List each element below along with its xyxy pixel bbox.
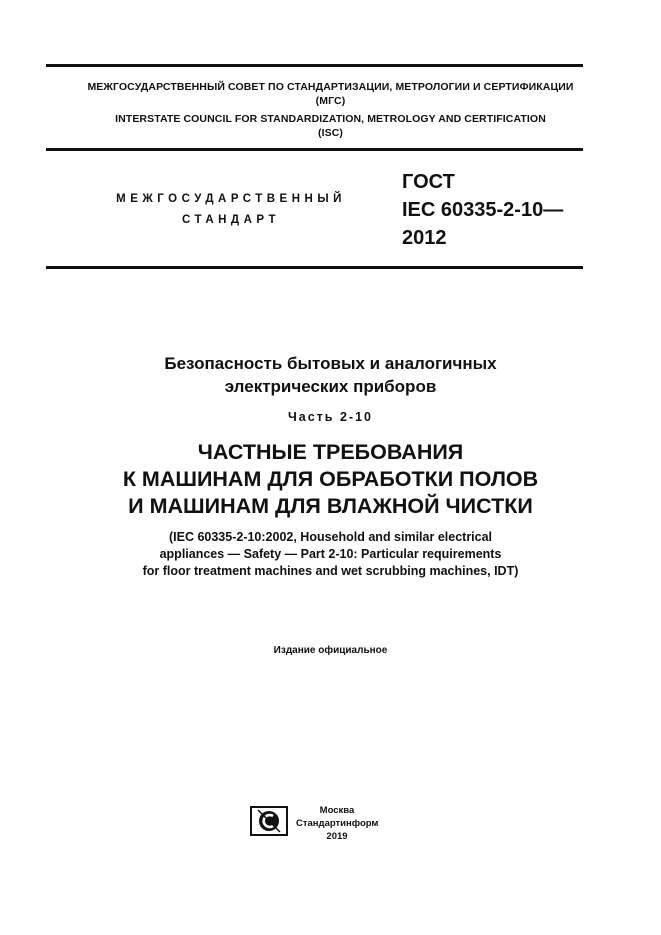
edition-label: Издание официальное (273, 645, 388, 656)
designation-rule (46, 266, 583, 269)
standartinform-logo-icon (250, 806, 288, 836)
international-reference (0, 529, 661, 580)
publisher-name: Стандартинформ (296, 818, 379, 829)
council-en-abbr: (ISC) (318, 127, 343, 139)
document-title-particular (0, 439, 661, 520)
designation-line3: 2012 (402, 227, 447, 249)
standard-designation (402, 168, 563, 252)
top-rule (46, 64, 583, 67)
council-ru-abbr: (МГС) (315, 95, 346, 107)
intl-ref-line2: appliances — Safety — Part 2-10: Particular requirements (159, 547, 502, 561)
standard-type-line1: МЕЖГОСУДАРСТВЕННЫЙ (116, 193, 346, 205)
council-header (0, 80, 661, 140)
document-title-general (0, 352, 661, 398)
title-general-line2: электрических приборов (224, 377, 437, 396)
standard-type (96, 189, 366, 231)
standard-type-line2: СТАНДАРТ (182, 214, 280, 226)
designation-line2: IEC 60335-2-10— (402, 199, 564, 221)
title-general-line1: Безопасность бытовых и аналогичных (164, 354, 497, 373)
publisher-year: 2019 (326, 831, 348, 842)
council-en-name: INTERSTATE COUNCIL FOR STANDARDIZATION, METROLOGY AND CERTIFICATION (115, 113, 546, 125)
council-ru-name: МЕЖГОСУДАРСТВЕННЫЙ СОВЕТ ПО СТАНДАРТИЗАЦИИ, МЕТРОЛОГИИ И СЕРТИФИКАЦИИ (87, 81, 574, 93)
part-number: Часть 2-10 (288, 410, 373, 424)
title-particular-line1: ЧАСТНЫЕ ТРЕБОВАНИЯ (197, 440, 464, 464)
publisher-block (296, 804, 378, 843)
designation-line1: ГОСТ (402, 171, 455, 193)
council-rule (46, 148, 583, 151)
intl-ref-line3: for floor treatment machines and wet scrubbing machines, IDT) (142, 564, 519, 578)
intl-ref-line1: (IEC 60335-2-10:2002, Household and similar electrical (168, 530, 493, 544)
publisher-city: Москва (319, 805, 355, 816)
title-particular-line2: К МАШИНАМ ДЛЯ ОБРАБОТКИ ПОЛОВ (122, 467, 539, 491)
title-particular-line3: И МАШИНАМ ДЛЯ ВЛАЖНОЙ ЧИСТКИ (128, 494, 533, 518)
